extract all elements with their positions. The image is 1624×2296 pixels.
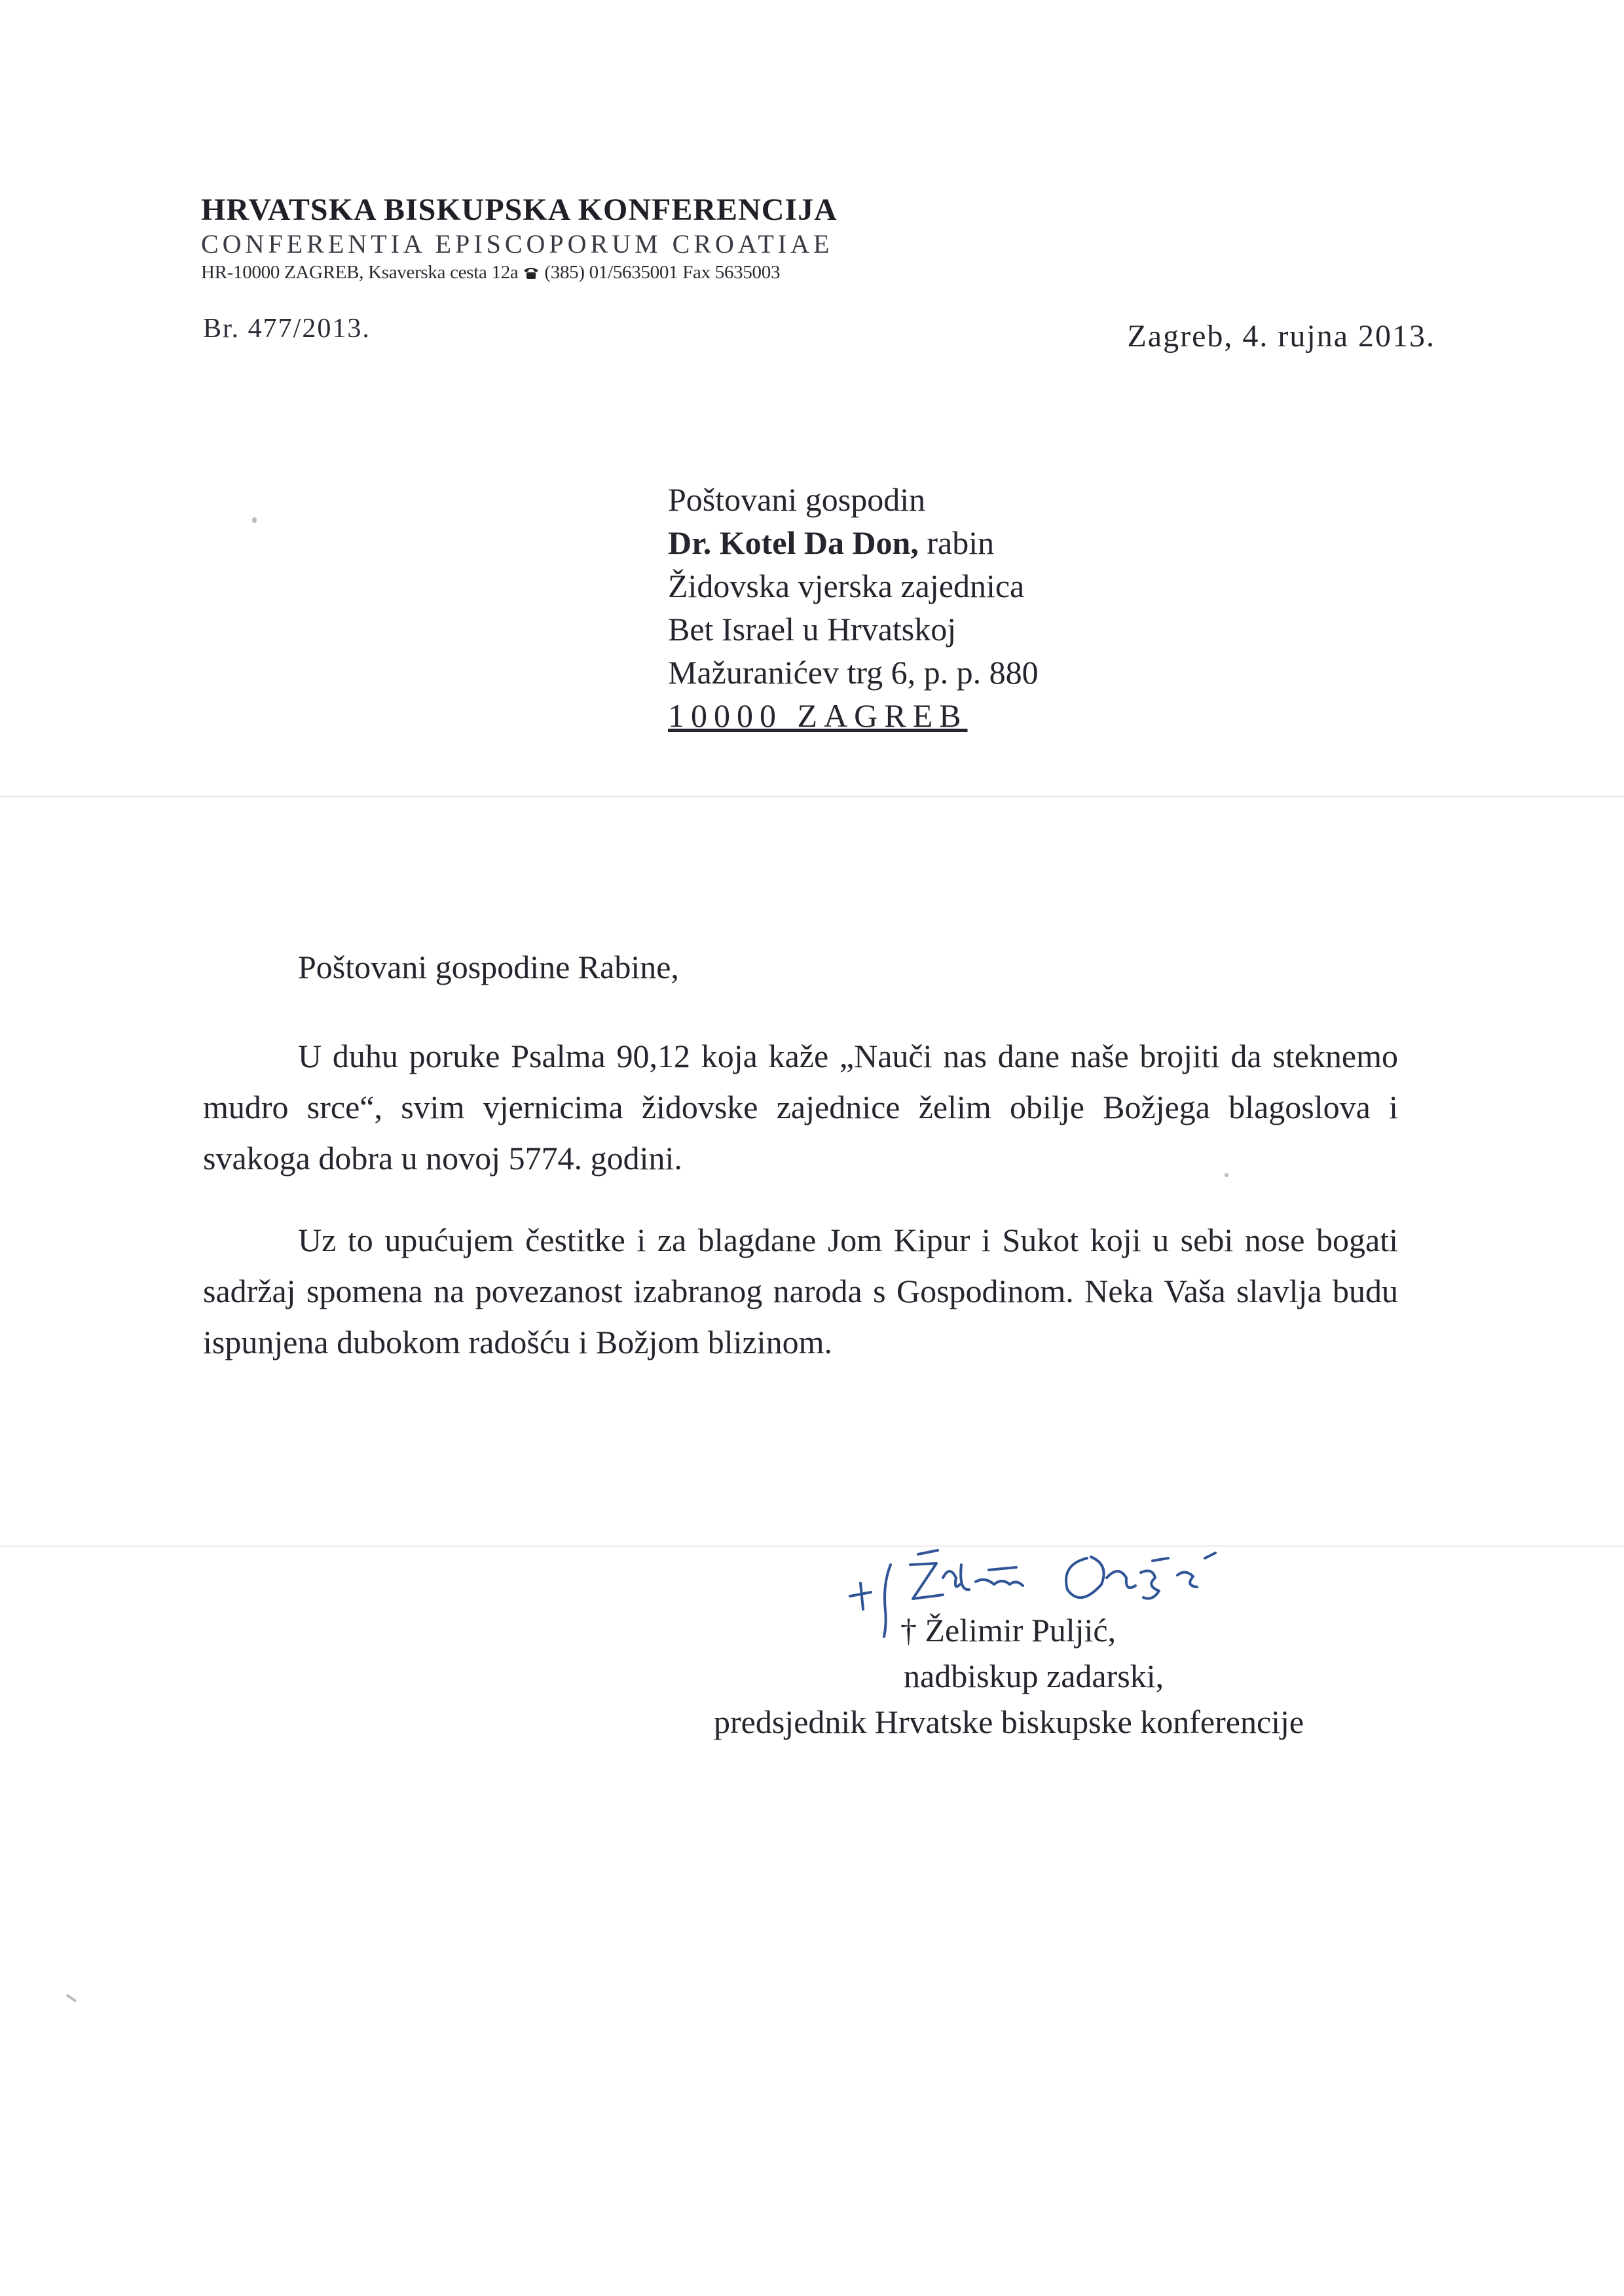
letter-date: Zagreb, 4. rujna 2013. [1127, 319, 1435, 354]
fold-line [0, 1545, 1624, 1547]
recipient-name: Dr. Kotel Da Don, [668, 524, 919, 561]
scan-speck [252, 517, 257, 523]
recipient-city: 10000 ZAGREB [668, 697, 968, 734]
paragraph-text: Uz to upućujem čestitke i za blagdane Jom Kipur i Sukot koji u sebi nose bogati sadržaj spomena na povezanost izabranog naroda s Gospodinom. Neka Vaša slavlja budu ispunjena dubokom radošću i Božjom blizinom. [203, 1222, 1398, 1360]
paragraph-text: U duhu poruke Psalma 90,12 koja kaže „Nauči nas dane naše brojiti da steknemo mudro srce“, svim vjernicima židovske zajednice želim obilje Božjega blagoslova i svakoga dobra u novoj 5774. godini. [203, 1038, 1398, 1176]
fax-number: Fax 5635003 [682, 262, 781, 283]
scan-speck [65, 1994, 77, 2003]
telephone-icon [523, 262, 544, 283]
letterhead [201, 192, 838, 285]
organization-latin-name: CONFERENTIA EPISCOPORUM CROATIAE [201, 229, 834, 259]
organization-contact [201, 260, 838, 285]
recipient-organization-location: Bet Israel u Hrvatskoj [668, 611, 957, 647]
reference-number: Br. 477/2013. [203, 314, 371, 344]
salutation: Poštovani gospodine Rabine, [298, 949, 679, 985]
recipient-organization: Židovska vjerska zajednica [668, 568, 1025, 604]
body-paragraph [203, 1030, 1398, 1184]
recipient-address [668, 478, 1039, 737]
recipient-name-line [668, 521, 1039, 564]
fold-line [0, 795, 1624, 797]
signatory-position: predsjednik Hrvatske biskupske konferencije [714, 1704, 1304, 1740]
signatory-name: † Želimir Puljić, [900, 1612, 1116, 1649]
organization-name: HRVATSKA BISKUPSKA KONFERENCIJA [201, 192, 838, 227]
phone-number: (385) 01/5635001 [544, 262, 678, 283]
signatory-title: nadbiskup zadarski, [904, 1658, 1164, 1694]
recipient-greeting: Poštovani gospodin [668, 481, 926, 518]
recipient-street: Mažuranićev trg 6, p. p. 880 [668, 654, 1039, 691]
address: HR-10000 ZAGREB, Ksaverska cesta 12a [201, 262, 519, 283]
recipient-title: rabin [918, 524, 995, 561]
body-paragraph [203, 1214, 1398, 1368]
